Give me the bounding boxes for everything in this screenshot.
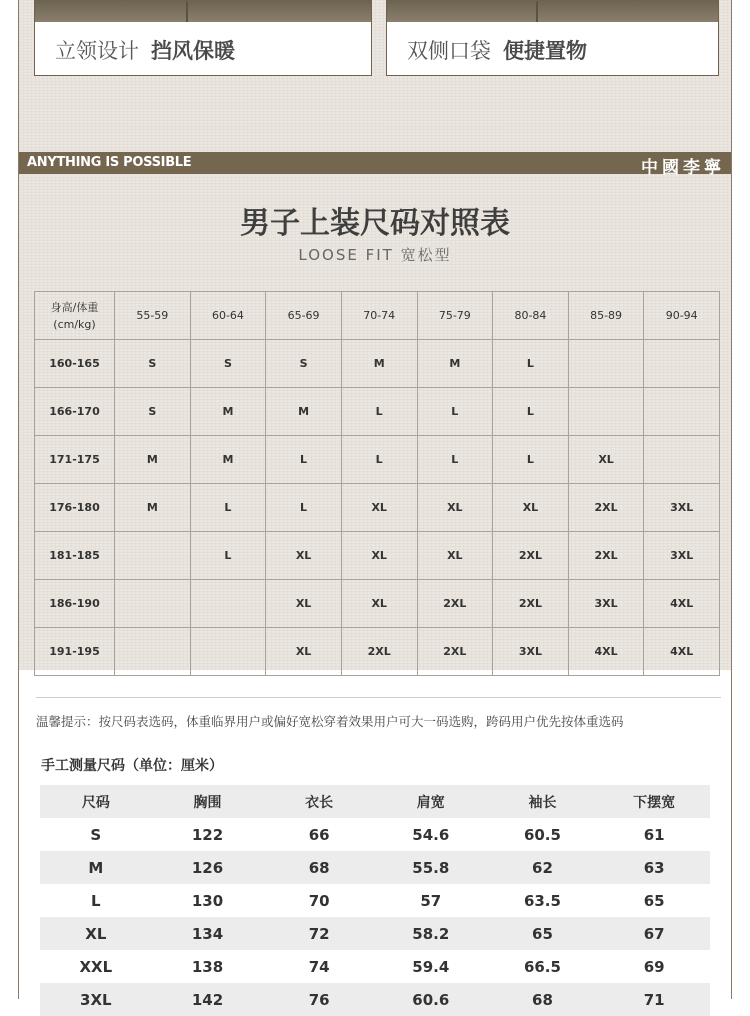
weight-header: 70-74	[341, 292, 417, 340]
measurement-cell: 74	[308, 957, 330, 976]
height-cell: 160-165	[35, 340, 115, 388]
measurement-cell: 134	[152, 917, 264, 950]
size-cell	[115, 628, 191, 676]
measurement-cell: 68	[263, 851, 375, 884]
size-cell	[190, 580, 266, 628]
size-cell: XL	[568, 436, 644, 484]
divider	[36, 697, 721, 698]
size-cell: XL	[266, 628, 342, 676]
measurement-cell: 55.8	[375, 851, 487, 884]
size-cell: 3XL	[644, 484, 720, 532]
measurement-cell: 54.6	[412, 825, 450, 844]
size-cell	[568, 340, 644, 388]
pocket-photo	[387, 1, 718, 22]
brand-slogan: ANYTHING IS POSSIBLE	[27, 155, 192, 170]
height-cell: 191-195	[35, 628, 115, 676]
feature-label: 立领设计	[55, 39, 139, 63]
size-chart-row	[35, 628, 720, 676]
size-cell: 2XL	[493, 580, 569, 628]
measurement-cell: 65	[487, 917, 599, 950]
size-cell: S	[266, 340, 342, 388]
size-cell: 4XL	[644, 580, 720, 628]
brand-logo-text: 中國李寧	[641, 158, 725, 178]
size-chart-row	[35, 580, 720, 628]
size-chart-row	[35, 340, 720, 388]
weight-header: 55-59	[115, 292, 191, 340]
measurement-column-header: 胸围	[152, 785, 264, 818]
size-cell: XL	[266, 580, 342, 628]
measurement-cell: 66.5	[523, 957, 561, 976]
height-cell: 181-185	[35, 532, 115, 580]
measurement-cell: S	[90, 825, 102, 844]
size-cell: 2XL	[417, 628, 493, 676]
size-cell: 2XL	[417, 580, 493, 628]
measurement-column-header: 袖长	[487, 785, 599, 818]
weight-header: 90-94	[644, 292, 720, 340]
weight-header: 60-64	[190, 292, 266, 340]
measurement-cell: 126	[152, 851, 264, 884]
height-cell: 166-170	[35, 388, 115, 436]
measurement-cell: 3XL	[40, 983, 152, 1016]
size-chart-row	[35, 388, 720, 436]
size-cell: L	[417, 436, 493, 484]
size-chart-title: 男子上装尺码对照表	[240, 206, 510, 241]
measurement-cell: 70	[308, 891, 330, 910]
size-cell: L	[493, 436, 569, 484]
measurement-column-header: 尺码	[40, 785, 152, 818]
size-cell	[190, 628, 266, 676]
size-chart-header-row	[35, 292, 720, 340]
measurement-cell: M	[40, 851, 152, 884]
measurement-cell: 58.2	[375, 917, 487, 950]
size-chart-row	[35, 532, 720, 580]
size-cell: M	[266, 388, 342, 436]
measurement-cell: 63.5	[523, 891, 561, 910]
measurement-row	[40, 884, 710, 917]
size-cell: 3XL	[493, 628, 569, 676]
measurement-cell: XL	[40, 917, 152, 950]
size-cell: XL	[266, 532, 342, 580]
size-cell: S	[115, 388, 191, 436]
size-chart-row	[35, 436, 720, 484]
measurement-cell: 62	[487, 851, 599, 884]
header-label-line2: (cm/kg)	[53, 317, 96, 331]
size-cell: M	[115, 436, 191, 484]
size-cell	[644, 340, 720, 388]
measurement-row	[40, 983, 710, 1016]
measurement-cell: 60.6	[375, 983, 487, 1016]
weight-header: 80-84	[493, 292, 569, 340]
size-cell: XL	[417, 484, 493, 532]
measurement-cell: 72	[263, 917, 375, 950]
size-cell	[644, 388, 720, 436]
size-cell: 2XL	[341, 628, 417, 676]
size-cell	[568, 388, 644, 436]
weight-header: 85-89	[568, 292, 644, 340]
measurement-title: 手工测量尺码（单位：厘米）	[41, 758, 223, 774]
collar-photo	[35, 1, 371, 22]
size-chart-row	[35, 484, 720, 532]
header-label-line1: 身高/体重	[50, 300, 99, 314]
measurement-cell: 66	[308, 825, 330, 844]
size-cell: L	[493, 388, 569, 436]
height-cell: 171-175	[35, 436, 115, 484]
size-cell: XL	[493, 484, 569, 532]
size-cell: L	[266, 436, 342, 484]
size-chart-table	[34, 291, 720, 676]
measurement-cell: 130	[191, 891, 224, 910]
measurement-cell: 61	[643, 825, 665, 844]
feature-card-collar	[34, 0, 372, 76]
size-cell: XL	[341, 580, 417, 628]
measurement-cell: 69	[643, 957, 665, 976]
measurement-cell: 67	[598, 917, 710, 950]
size-cell	[115, 580, 191, 628]
size-cell: M	[417, 340, 493, 388]
size-cell: M	[341, 340, 417, 388]
measurement-column-header: 衣长	[263, 785, 375, 818]
measurement-cell: 68	[487, 983, 599, 1016]
measurement-cell: 65	[643, 891, 665, 910]
feature-highlight: 便捷置物	[503, 39, 587, 63]
measurement-row	[40, 851, 710, 884]
size-cell: L	[493, 340, 569, 388]
measurement-cell: 71	[598, 983, 710, 1016]
measurement-cell: 76	[263, 983, 375, 1016]
feature-caption	[55, 35, 235, 65]
feature-card-pockets	[386, 0, 719, 76]
size-cell: L	[341, 436, 417, 484]
size-cell: XL	[417, 532, 493, 580]
measurement-row	[40, 818, 710, 851]
size-cell: S	[190, 340, 266, 388]
weight-header: 65-69	[266, 292, 342, 340]
height-cell: 186-190	[35, 580, 115, 628]
measurement-cell: XXL	[79, 957, 113, 976]
size-cell: 4XL	[568, 628, 644, 676]
measurement-cell: 57	[420, 891, 442, 910]
measurement-cell: 63	[598, 851, 710, 884]
measurement-cell: 60.5	[523, 825, 561, 844]
measurement-cell: 142	[152, 983, 264, 1016]
size-cell: 4XL	[644, 628, 720, 676]
size-cell: 2XL	[493, 532, 569, 580]
size-cell: 3XL	[644, 532, 720, 580]
size-cell: M	[115, 484, 191, 532]
size-cell	[644, 436, 720, 484]
height-weight-header	[35, 292, 115, 340]
size-cell: L	[266, 484, 342, 532]
size-cell: M	[190, 436, 266, 484]
measurement-cell: L	[91, 891, 101, 910]
weight-header: 75-79	[417, 292, 493, 340]
feature-caption	[407, 35, 587, 65]
size-cell: L	[190, 532, 266, 580]
size-cell: L	[341, 388, 417, 436]
size-cell: M	[190, 388, 266, 436]
size-cell: 2XL	[568, 484, 644, 532]
measurement-column-header: 肩宽	[375, 785, 487, 818]
measurement-cell: 122	[191, 825, 224, 844]
size-cell: XL	[341, 484, 417, 532]
feature-label: 双侧口袋	[407, 39, 491, 63]
brand-bar	[19, 152, 731, 178]
size-cell	[115, 532, 191, 580]
measurement-column-header: 下摆宽	[598, 785, 710, 818]
measurement-row	[40, 950, 710, 983]
size-cell: S	[115, 340, 191, 388]
size-cell: L	[190, 484, 266, 532]
size-cell: 3XL	[568, 580, 644, 628]
height-cell: 176-180	[35, 484, 115, 532]
measurement-table	[40, 785, 710, 1016]
size-cell: 2XL	[568, 532, 644, 580]
feature-highlight: 挡风保暖	[151, 39, 235, 63]
measurement-cell: 59.4	[412, 957, 450, 976]
size-tip: 温馨提示：按尺码表选码，体重临界用户或偏好宽松穿着效果用户可大一码选购，跨码用户优先按体重选码	[36, 714, 624, 729]
size-chart-subtitle: LOOSE FIT 宽松型	[298, 246, 452, 264]
measurement-cell: 138	[191, 957, 224, 976]
measurement-header-row	[40, 785, 710, 818]
measurement-row	[40, 917, 710, 950]
size-cell: XL	[341, 532, 417, 580]
size-cell: L	[417, 388, 493, 436]
